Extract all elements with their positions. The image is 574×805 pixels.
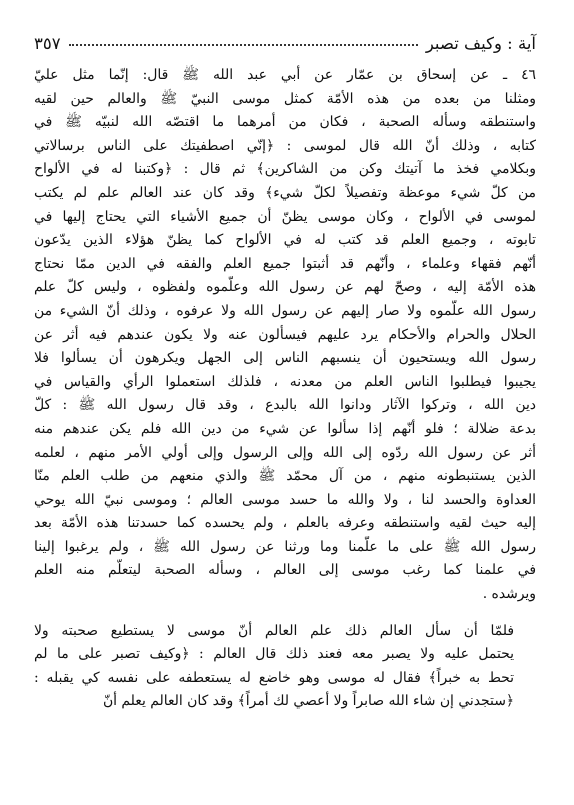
paragraph-hadith-46 <box>34 64 536 607</box>
text-line: رسول الله ويستحيون أن ينسبهم الناس إلى الجهل ويكرهون أن يسألوا فلا <box>34 350 536 367</box>
text-line: ومثلنا من بعده من هذه الأمّة كمثل موسى النبيّ ﷺ والعالم حين لقيه <box>34 90 536 107</box>
text-line: العداوة والحسد لنا ، ولا والله ما حسد موسى العالم ؛ وموسى نبيّ الله يوحي <box>34 491 536 508</box>
text-line: يجيبوا فيطلبوا الناس العلم من معدنه ، فلذلك استعملوا الرأي والقياس في <box>34 373 536 390</box>
text-line: دين الله ، وتركوا الآثار ودانوا الله بالبدع ، وقد قال رسول الله ﷺ : كلّ <box>34 397 536 414</box>
text-line: ﴿ستجدني إن شاء الله صابراً ولا أعصي لك أمراً﴾ وقد كان العالم يعلم أنّ <box>102 693 514 710</box>
page-body <box>34 64 536 714</box>
text-line: إليه حيث لقيه واستنطقه وعرفه بالعلم ، ولم يحسده كما حسدتنا هذه الأمّة بعد <box>34 515 536 532</box>
text-line: تابوته ، وجميع العلم قد كتب له في الألواح كما يظنّ هؤلاء الذين يدّعون <box>34 232 536 249</box>
running-header <box>34 32 536 54</box>
text-line: أثر عن رسول الله ردّوه إلى الله وإلى الرسول وإلى أولي الأمر منهم ، لعلمه <box>34 444 536 461</box>
text-line: ٤٦ ـ عن إسحاق بن عمّار عن أبي عبد الله ﷺ قال: إنّما مثل عليّ <box>34 67 536 83</box>
text-line: واستنطقه وسأله الصحبة ، فكان من أمرهما ما اقتصّه الله لنبيّه ﷺ في <box>34 114 536 131</box>
text-line: فلمّا أن سأل العالم ذلك علم العالم أنّ موسى لا يستطيع صحبته ولا <box>34 622 514 639</box>
text-line: رسول الله علّموه ولا صار إليهم عن رسول الله ولا عرفوه ، وذلك أنّ الشيء من <box>34 302 536 319</box>
text-line: تحط به خبراً﴾ فقال له موسى وهو خاضع له يستعطفه على نفسه كي يقبله : <box>34 669 514 686</box>
paragraph-continuation <box>34 620 536 714</box>
text-line: في علمنا كما رغب موسى إلى العالم ، وسأله الصحبة ليتعلّم منه العلم <box>34 562 536 579</box>
text-line: الحلال والحرام والأحكام يرد عليهم فيسألون عنه ولا يكون عندهم فيه أثر عن <box>34 326 536 343</box>
text-line: يحتمل عليه ولا يصبر معه فعند ذلك قال العالم : ﴿وكيف تصبر على ما لم <box>34 646 514 663</box>
text-line: كتابه ، وذلك أنّ الله قال لموسى : ﴿إنّي اصطفيتك على الناس برسالاتي <box>34 137 536 154</box>
text-line: الذين يستنبطونه منهم ، من آل محمّد ﷺ والذي منعهم من طلب العلم منّا <box>34 468 536 485</box>
text-line: أنّهم فقهاء وعلماء ، وأنّهم قد أثبتوا جميع العلم والفقه في الدين ممّا نحتاج <box>34 255 536 272</box>
text-line: لموسى في الألواح ، وكان موسى يظنّ أن جميع الأشياء التي يحتاج إليها في <box>34 208 536 225</box>
running-title: آية : وكيف تصبر <box>425 33 536 53</box>
text-line: رسول الله ﷺ على ما علّمنا وما ورثنا عن رسول الله ﷺ ، ولم يرغبوا إلينا <box>34 538 536 555</box>
page-number: ٣٥٧ <box>34 33 61 53</box>
text-line: من كلّ شيء موعظة وتفصيلاً لكلّ شيء﴾ وقد كان عند العالم علم لم يكتب <box>34 184 536 201</box>
text-line: وبكلامي فخذ ما آتيتك وكن من الشاكرين﴾ ثم قال : ﴿وكتبنا له في الألواح <box>34 161 536 178</box>
text-line: هذه الأمّة إليه ، وصحّ لهم عن رسول الله وعلّموه ولفظوه ، وليس كلّ علم <box>34 279 536 296</box>
header-dotted-leader <box>69 44 418 46</box>
text-line: ويرشده . <box>482 586 536 603</box>
text-line: بدعة ضلالة ؛ فلو أنّهم إذا سألوا عن شيء من دين الله فلم يكن عندهم منه <box>34 420 536 437</box>
